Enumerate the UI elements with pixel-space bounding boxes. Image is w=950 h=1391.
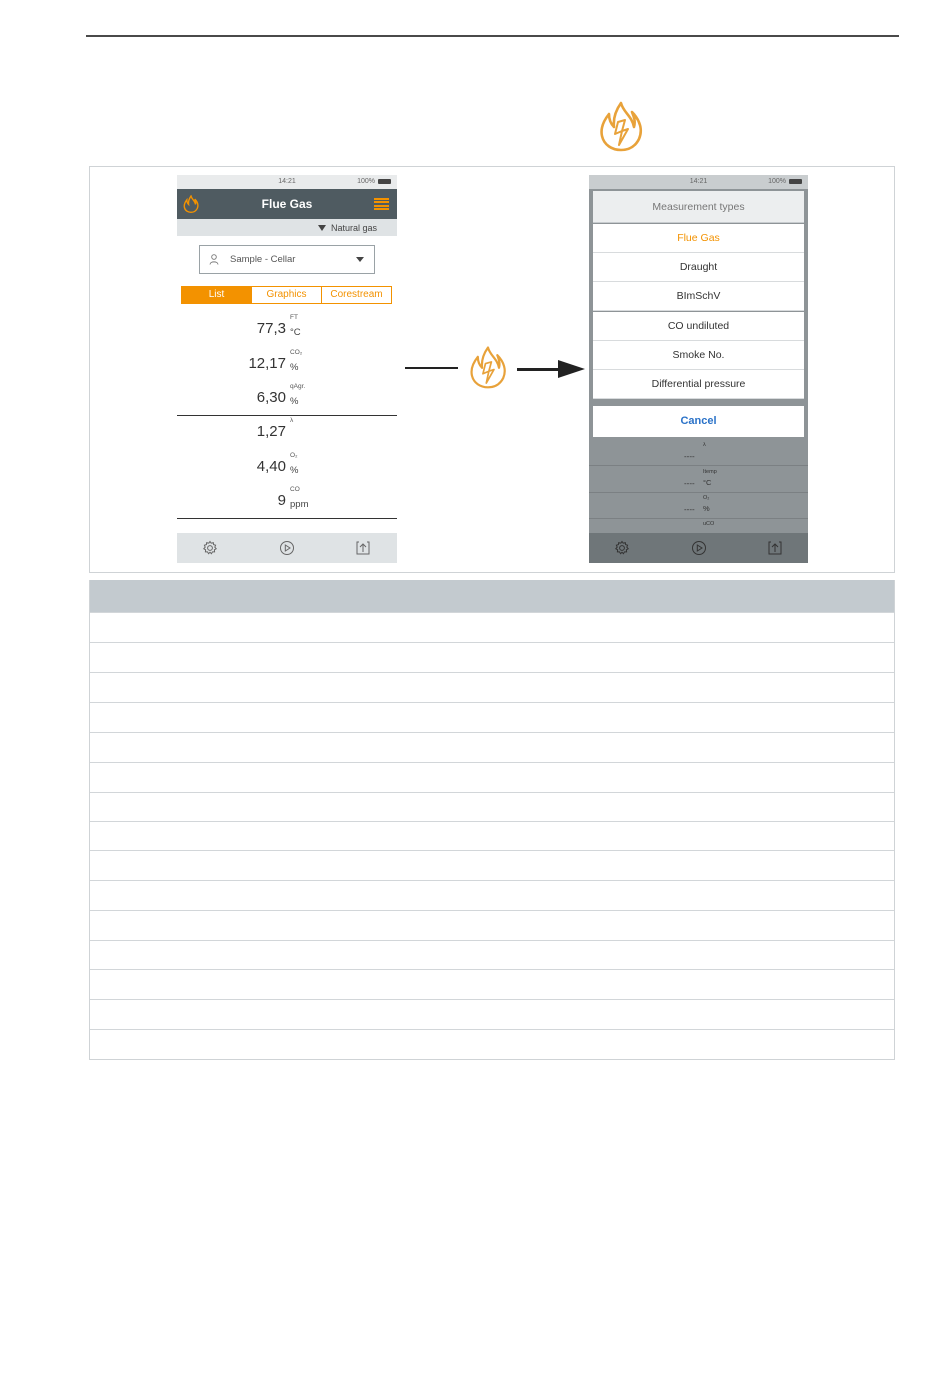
fuel-selector[interactable] xyxy=(177,219,397,236)
gear-icon[interactable] xyxy=(202,540,218,556)
status-time: 14:21 xyxy=(689,178,708,185)
table-row xyxy=(90,850,894,880)
export-icon[interactable] xyxy=(767,540,783,556)
reading-name: λ xyxy=(290,417,294,424)
view-tabs xyxy=(181,286,392,304)
bottom-toolbar xyxy=(177,533,397,563)
customer-label: Sample - Cellar xyxy=(230,254,296,265)
arrow-head xyxy=(558,360,585,378)
chevron-down-icon xyxy=(356,257,364,262)
play-icon[interactable] xyxy=(279,540,295,556)
battery-level: 100% xyxy=(768,178,786,185)
reading-name: qAgr. xyxy=(290,383,306,390)
divider xyxy=(177,518,397,519)
reading-row xyxy=(177,450,397,484)
reading-row xyxy=(177,312,397,346)
cancel-button[interactable]: Cancel xyxy=(593,406,804,437)
reading-value: 77,3 xyxy=(256,320,286,337)
reading-name: FT xyxy=(290,314,298,321)
reading-name: λ xyxy=(703,442,706,448)
table-row xyxy=(90,792,894,822)
export-icon[interactable] xyxy=(355,540,371,556)
person-icon xyxy=(209,254,219,265)
menu-icon[interactable] xyxy=(374,198,389,210)
reading-name: uCO xyxy=(703,521,715,527)
table-row xyxy=(90,940,894,970)
reading-name: O₂ xyxy=(703,495,710,501)
reading-name: O₂ xyxy=(290,452,298,459)
table-header xyxy=(90,580,894,612)
reading-unit: % xyxy=(703,504,710,513)
reading-unit: °C xyxy=(290,327,301,338)
battery-level: 100% xyxy=(357,178,375,185)
tab-corestream[interactable]: Corestream xyxy=(322,287,391,303)
table-row xyxy=(90,880,894,910)
table-row xyxy=(90,642,894,672)
tab-list[interactable]: List xyxy=(182,287,252,303)
table-row xyxy=(90,672,894,702)
table-row xyxy=(90,999,894,1029)
flame-icon xyxy=(598,100,644,152)
reading-row xyxy=(177,381,397,415)
reading-name: Itemp xyxy=(703,469,717,475)
phone-screen-measurement-types xyxy=(589,175,808,563)
customer-dropdown[interactable] xyxy=(199,245,375,274)
reading-unit: % xyxy=(290,396,299,407)
option-flue-gas[interactable]: Flue Gas xyxy=(593,224,804,253)
table-row xyxy=(90,1029,894,1059)
tab-graphics[interactable]: Graphics xyxy=(252,287,322,303)
reading-value: 1,27 xyxy=(256,423,286,440)
reading-value: 12,17 xyxy=(248,355,286,372)
table-row xyxy=(90,969,894,999)
reading-name: CO₂ xyxy=(290,349,303,356)
reading-value: ---- xyxy=(684,452,695,461)
reading-unit: % xyxy=(290,362,299,373)
option-co-undiluted[interactable]: CO undiluted xyxy=(593,312,804,341)
status-bar xyxy=(589,175,808,189)
table-row xyxy=(90,702,894,732)
option-smoke-no[interactable]: Smoke No. xyxy=(593,341,804,370)
reading-value: ---- xyxy=(684,479,695,488)
app-header xyxy=(177,189,397,219)
reading-row xyxy=(177,415,397,449)
table-row xyxy=(90,910,894,940)
reading-row xyxy=(177,347,397,381)
reading-row xyxy=(177,484,397,518)
reading-value: 9 xyxy=(277,492,286,509)
battery-icon xyxy=(789,179,802,184)
option-bimschv[interactable]: BImSchV xyxy=(593,282,804,311)
table-row xyxy=(90,821,894,851)
reading-value: 4,40 xyxy=(256,458,286,475)
fuel-label: Natural gas xyxy=(330,223,377,233)
reading-name: CO xyxy=(290,486,300,493)
dimmed-reading-row xyxy=(589,467,808,493)
phone-screen-list xyxy=(177,175,397,563)
dimmed-reading-row xyxy=(589,493,808,519)
table-row xyxy=(90,732,894,762)
sheet-title: Measurement types xyxy=(593,191,804,223)
triangle-down-icon xyxy=(318,225,326,231)
option-differential-pressure[interactable]: Differential pressure xyxy=(593,370,804,399)
option-draught[interactable]: Draught xyxy=(593,253,804,282)
battery-icon xyxy=(378,179,391,184)
play-icon[interactable] xyxy=(691,540,707,556)
dimmed-reading-row xyxy=(589,440,808,466)
reading-unit: °C xyxy=(703,478,712,487)
status-bar xyxy=(177,175,397,189)
bottom-toolbar xyxy=(589,533,808,563)
top-rule xyxy=(86,35,899,37)
reading-unit: % xyxy=(290,465,299,476)
reading-value: 6,30 xyxy=(256,389,286,406)
empty-table xyxy=(89,580,895,1060)
status-time: 14:21 xyxy=(278,178,296,185)
reading-value: ---- xyxy=(684,505,695,514)
flame-icon xyxy=(467,345,509,389)
arrow-line xyxy=(517,368,562,371)
gear-icon[interactable] xyxy=(614,540,630,556)
reading-unit: ppm xyxy=(290,499,309,510)
screen-title: Flue Gas xyxy=(261,197,313,211)
arrow-line xyxy=(405,367,458,369)
table-row xyxy=(90,612,894,642)
table-row xyxy=(90,762,894,792)
